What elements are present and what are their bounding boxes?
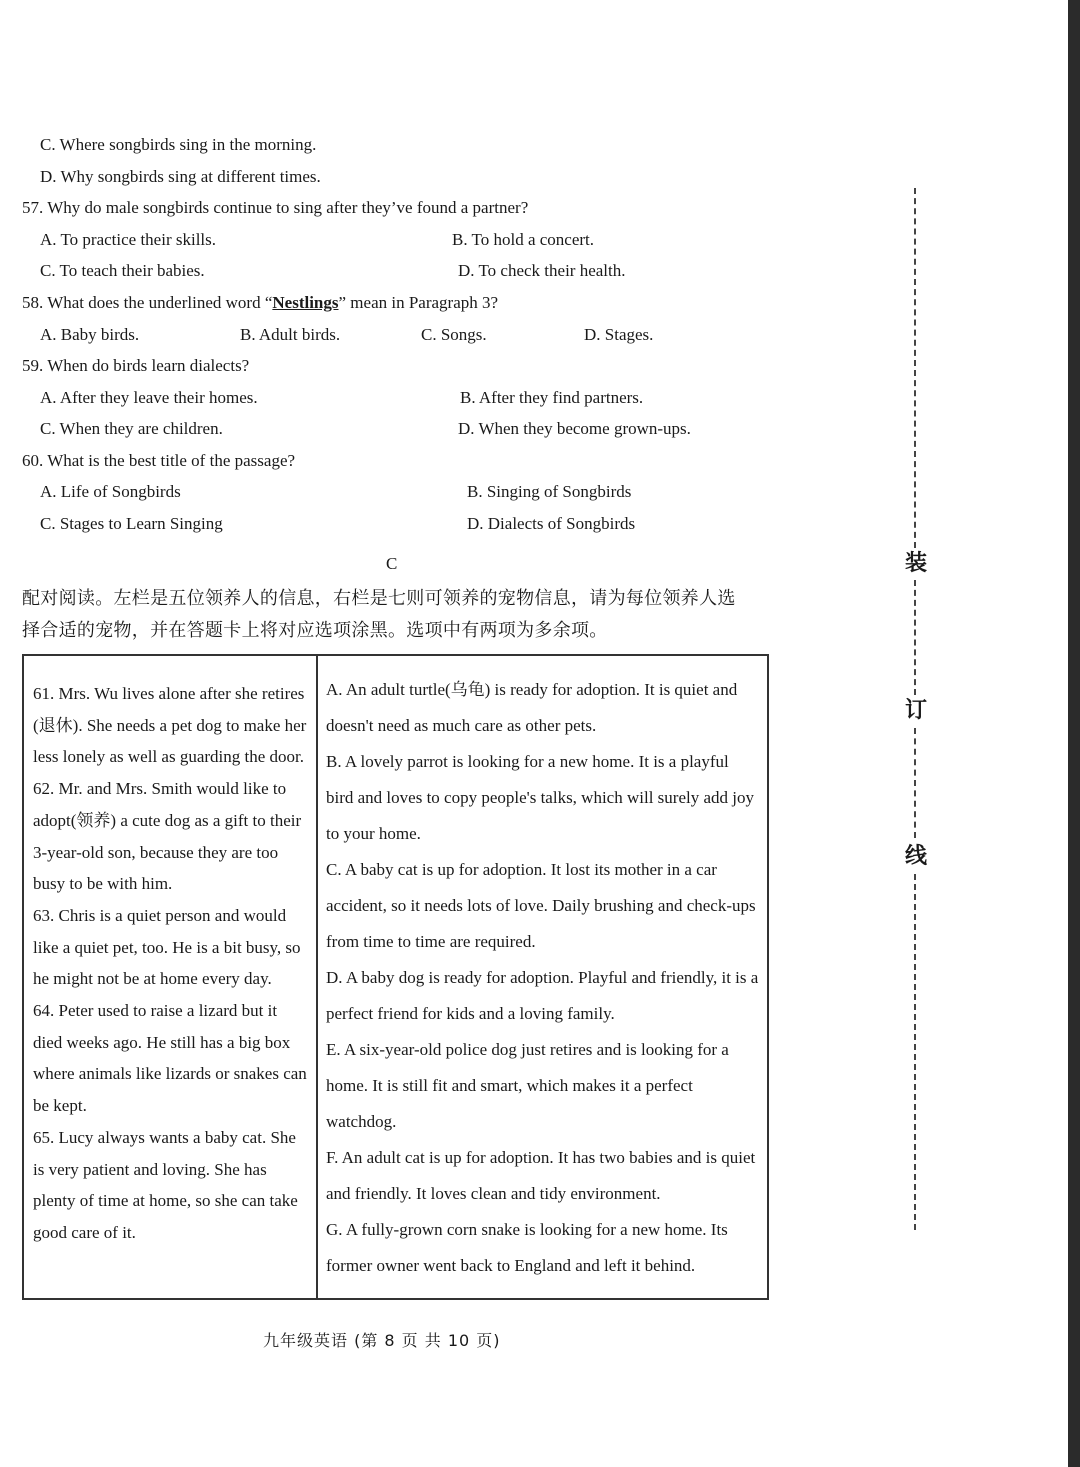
- q59-option-a: A. After they leave their homes.: [40, 388, 258, 407]
- binding-dash-line: [914, 874, 916, 1230]
- pet-item: E. A six-year-old police dog just retires and is looking for a home. It is still fit and smart, which makes it a perfect watchdog.: [326, 1040, 729, 1131]
- q59-option-d: D. When they become grown-ups.: [458, 419, 691, 438]
- pet-item: B. A lovely parrot is looking for a new home. It is a playful bird and loves to copy people's talks, which will surely add joy to your home.: [326, 752, 754, 843]
- q60-option-c: C. Stages to Learn Singing: [40, 514, 223, 533]
- binding-char-xian: 线: [905, 844, 928, 869]
- q56-option-c: C. Where songbirds sing in the morning.: [40, 135, 317, 154]
- q58-option-a: A. Baby birds.: [40, 325, 140, 344]
- q57-option-b: B. To hold a concert.: [452, 230, 595, 249]
- q57-stem: 57. Why do male songbirds continue to sing after they’ve found a partner?: [22, 198, 529, 217]
- q58-stem: [22, 292, 498, 314]
- q59-stem: 59. When do birds learn dialects?: [22, 356, 250, 375]
- page-footer: 九年级英语 (第 8 页 共 10 页): [263, 1331, 501, 1350]
- q59-option-c: C. When they are children.: [40, 419, 223, 438]
- q57-option-d: D. To check their health.: [458, 261, 626, 280]
- binding-dash-line: [914, 728, 916, 838]
- binding-char-zhuang: 装: [905, 551, 928, 576]
- pet-item: D. A baby dog is ready for adoption. Playful and friendly, it is a perfect friend for kids and a loving family.: [326, 968, 759, 1023]
- q60-stem: 60. What is the best title of the passage?: [22, 451, 296, 470]
- q58-underlined-word: Nestlings: [272, 293, 339, 312]
- q57-option-a: A. To practice their skills.: [40, 230, 217, 249]
- q58-stem-pre: 58. What does the underlined word “: [22, 293, 273, 312]
- binding-dash-line: [914, 580, 916, 695]
- pet-item: A. An adult turtle(乌龟) is ready for adoption. It is quiet and doesn't need as much care as other pets.: [326, 680, 738, 735]
- pets-column: [317, 655, 768, 1299]
- adopter-item: 63. Chris is a quiet person and would like a quiet pet, too. He is a bit busy, so he might not be at home every day.: [33, 905, 301, 989]
- section-letter: C: [386, 554, 398, 573]
- adopter-item: 61. Mrs. Wu lives alone after she retires (退休). She needs a pet dog to make her less lonely as well as guarding the door.: [33, 684, 307, 767]
- q60-option-a: A. Life of Songbirds: [40, 482, 181, 501]
- matching-table: [22, 654, 769, 1300]
- adopter-item: 65. Lucy always wants a baby cat. She is very patient and loving. She has plenty of time at home, so she can take good care of it.: [33, 1127, 298, 1242]
- pet-item: C. A baby cat is up for adoption. It lost its mother in a car accident, so it needs lots of love. Daily brushing and check-ups from time to time are required.: [326, 860, 756, 951]
- q58-option-c: C. Songs.: [421, 325, 487, 344]
- q56-option-d: D. Why songbirds sing at different times.: [40, 167, 321, 186]
- section-instruction-line-2: 择合适的宠物，并在答题卡上将对应选项涂黑。选项中有两项为多余项。: [22, 620, 608, 641]
- section-instruction-line-1: 配对阅读。左栏是五位领养人的信息，右栏是七则可领养的宠物信息，请为每位领养人选: [22, 588, 736, 609]
- adopter-item: 62. Mr. and Mrs. Smith would like to adopt(领养) a cute dog as a gift to their 3-year-old son, because they are too busy to be with him.: [33, 779, 302, 894]
- q60-option-b: B. Singing of Songbirds: [467, 482, 632, 501]
- adopters-column: [23, 655, 317, 1299]
- q58-option-d: D. Stages.: [584, 325, 654, 344]
- pet-item: F. An adult cat is up for adoption. It has two babies and is quiet and friendly. It loves clean and tidy environment.: [326, 1148, 756, 1203]
- pet-item: G. A fully-grown corn snake is looking for a new home. Its former owner went back to England and left it behind.: [326, 1220, 728, 1275]
- q58-option-b: B. Adult birds.: [240, 325, 341, 344]
- binding-dash-line: [914, 188, 916, 548]
- q57-option-c: C. To teach their babies.: [40, 261, 205, 280]
- binding-char-ding: 订: [905, 698, 928, 723]
- q59-option-b: B. After they find partners.: [460, 388, 644, 407]
- q60-option-d: D. Dialects of Songbirds: [467, 514, 636, 533]
- q58-stem-post: ” mean in Paragraph 3?: [338, 293, 499, 312]
- adopter-item: 64. Peter used to raise a lizard but it died weeks ago. He still has a big box where animals like lizards or snakes can be kept.: [33, 1001, 307, 1116]
- scan-edge: [1068, 0, 1080, 1467]
